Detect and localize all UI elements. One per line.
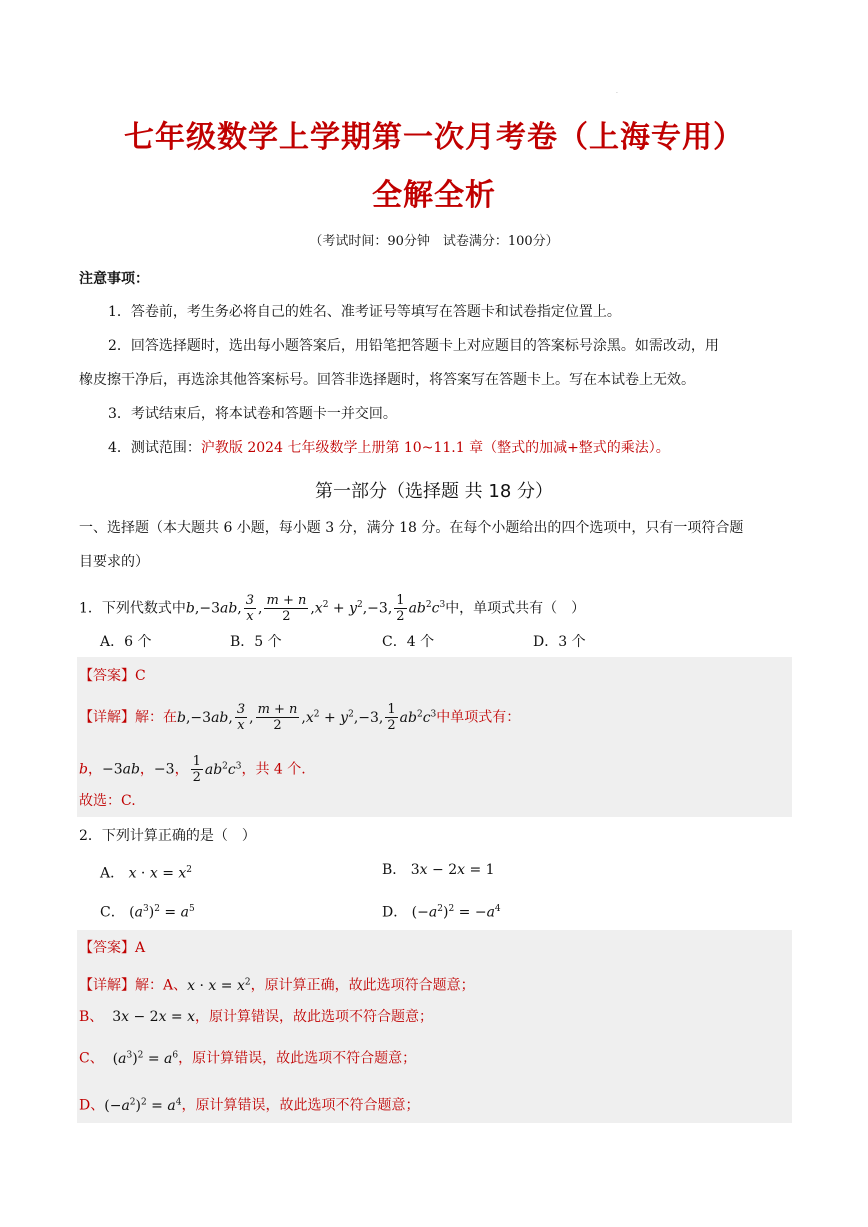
q2-detail-c-prefix: C、: [79, 1050, 104, 1067]
q2-detail-a: 【详解】解：A、$x \cdot x = x^2$，原计算正确，故此选项符合题意；: [79, 977, 475, 994]
q2-option-d: D． $(-a^2)^2 = -a^4$: [382, 904, 501, 921]
q1-answer-box: [77, 657, 792, 817]
page-subtitle: 全解全析: [372, 178, 496, 213]
exam-info: （考试时间：90分钟 试卷满分：100分）: [309, 234, 559, 249]
section-title: 第一部分（选择题 共 18 分）: [314, 481, 554, 502]
question-1-stem: 1．下列代数式中b,−3ab, $\frac{3}{x}$ , $\frac{m + n}{2}$ $,x^2 + y^2,-3$, $\frac{1}{2}$ $ab^2c^3$中，单项式共有（ ）: [79, 593, 586, 625]
q1-expression-list: b: [185, 600, 195, 617]
q1-detail-line2: b，−3ab，−3， $\frac{1}{2}$ $ab^2c^3$，共 4 个.: [79, 754, 306, 786]
q1-stem-suffix: 中，单项式共有（ ）: [445, 600, 586, 617]
q2-option-a-label: A．: [100, 865, 125, 882]
q2-option-b-label: B．: [382, 862, 407, 878]
note-item-3: 3．考试结束后，将本试卷和答题卡一并交回。: [108, 406, 397, 422]
section-instruction-b: 目要求的）: [79, 554, 149, 570]
test-scope: 沪教版 2024 七年级数学上册第 10~11.1 章（整式的加减+整式的乘法）。: [200, 440, 670, 456]
q2-detail-c-suffix: ，原计算错误，故此选项不符合题意；: [178, 1050, 417, 1067]
note-item-4: [108, 438, 670, 458]
q2-detail-c: C、 $(a^3)^2 = a^6$，原计算错误，故此选项不符合题意；: [79, 1050, 417, 1067]
q1-detail: 【详解】解：在b,−3ab, $\frac{3}{x}$ , $\frac{m + n}{2}$ $,x^2 + y^2,-3$, $\frac{1}{2}$ $ab^2c^3$中单项式有：: [79, 702, 521, 734]
notes-heading: 注意事项：: [79, 271, 149, 287]
q2-detail-tag: 【详解】: [79, 977, 135, 994]
q2-answer: [79, 938, 145, 958]
q1-option-a: A．6 个: [100, 634, 152, 650]
q2-option-b: B． 3x − 2x = 1: [382, 862, 495, 878]
q2-detail-b: B、 3x − 2x = x，原计算错误，故此选项不符合题意；: [79, 1009, 434, 1025]
q1-conclusion: 故选：C.: [79, 793, 136, 809]
q2-detail-b-suffix: ，原计算错误，故此选项不符合题意；: [195, 1009, 434, 1025]
note-item-2b: 橡皮擦干净后，再选涂其他答案标号。回答非选择题时，将答案写在答题卡上。写在本试卷上无效。: [79, 372, 695, 388]
q1-detail-tag: 【详解】: [79, 709, 135, 726]
q2-answer-value: A: [135, 940, 146, 956]
q1-answer-tag: 【答案】: [79, 668, 135, 684]
q2-answer-tag: 【答案】: [79, 940, 135, 956]
page-title: 七年级数学上学期第一次月考卷（上海专用）: [124, 120, 744, 155]
q1-option-b: B．5 个: [230, 634, 282, 650]
q2-detail-a-suffix: ，原计算正确，故此选项符合题意；: [250, 977, 475, 994]
q2-detail-b-prefix: B、: [79, 1009, 104, 1025]
q1-detail-prefix: 解：在: [135, 709, 177, 726]
q1-stem-prefix: 1．下列代数式中: [79, 600, 186, 617]
note-item-1: 1．答卷前，考生务必将自己的姓名、准考证号等填写在答题卡和试卷指定位置上。: [108, 304, 621, 320]
q2-detail-d-suffix: ，原计算错误，故此选项不符合题意；: [181, 1097, 420, 1114]
section-instruction-a: 一、选择题（本大题共 6 小题，每小题 3 分，满分 18 分。在每个小题给出的四个选项中，只有一项符合题: [79, 520, 744, 536]
q1-answer-value: C: [135, 668, 146, 684]
q1-option-c: C．4 个: [382, 634, 435, 650]
q2-detail-d: D、$(-a^2)^2 = a^4$，原计算错误，故此选项不符合题意；: [79, 1097, 420, 1114]
page-mark: ·: [616, 90, 618, 97]
q2-option-c-label: C．: [100, 904, 125, 921]
question-2-stem: 2．下列计算正确的是（ ）: [79, 828, 256, 844]
note-item-4-prefix: 4．测试范围：: [108, 440, 201, 456]
q2-option-a: A． $x \cdot x = x^2$: [100, 865, 193, 882]
q1-detail-line2-suffix: ，共 4 个.: [241, 761, 306, 778]
note-item-2a: 2．回答选择题时，选出每小题答案后，用铅笔把答题卡上对应题目的答案标号涂黑。如需改动，用: [108, 338, 719, 354]
q1-detail-suffix: 中单项式有：: [436, 709, 521, 726]
q1-option-d: D．3 个: [533, 634, 586, 650]
q2-option-d-label: D．: [382, 904, 408, 921]
q2-detail-a-prefix: 解：A、: [135, 977, 188, 994]
q2-detail-d-prefix: D、: [79, 1097, 105, 1114]
q1-answer: [79, 666, 146, 686]
q2-option-c: C． $(a^3)^2 = a^5$: [100, 904, 195, 921]
